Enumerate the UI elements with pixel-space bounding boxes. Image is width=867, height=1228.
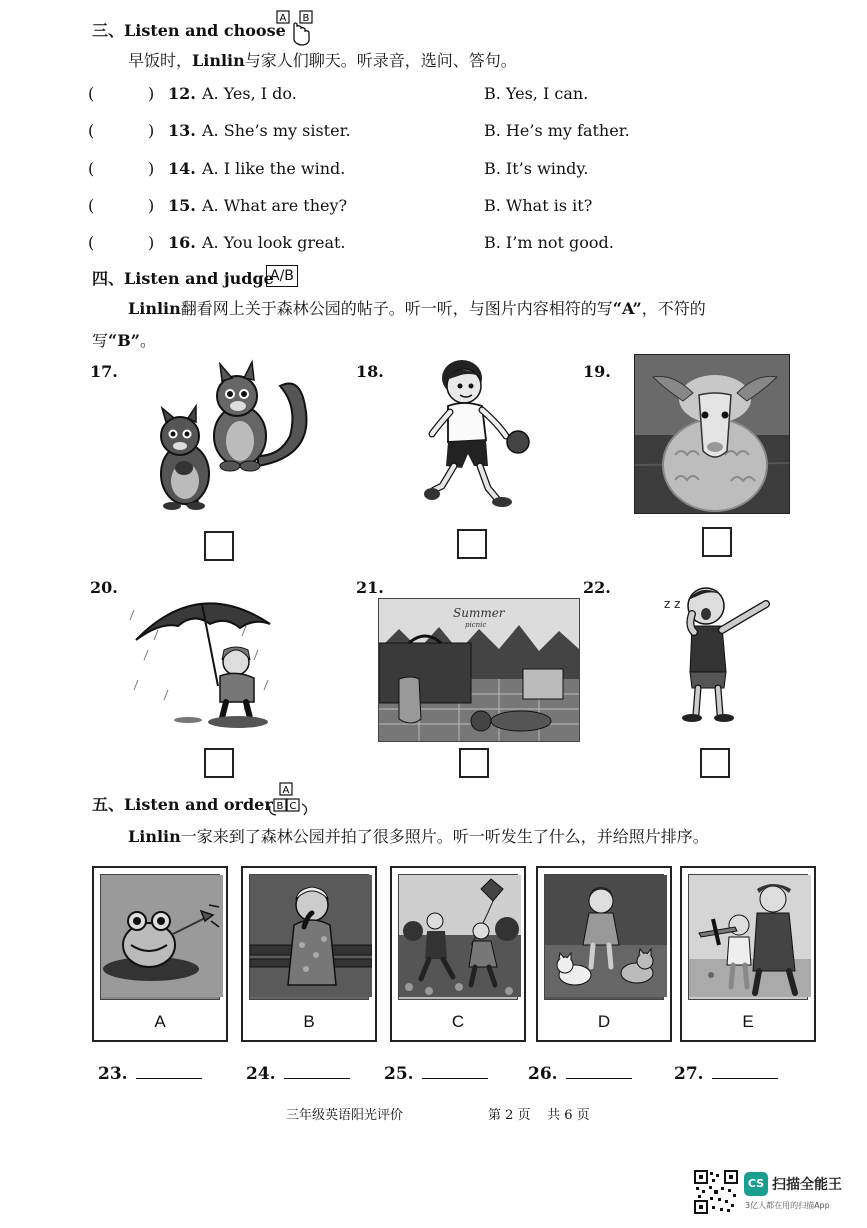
photo-a <box>92 866 228 1042</box>
answer-box-22[interactable] <box>700 748 730 778</box>
footer-text: 页 <box>576 1108 590 1123</box>
question-row-16 <box>88 233 788 257</box>
instruction-part: 一家来到了森林公园并拍了很多照片。听一听发生了什么，并给照片排序。 <box>180 827 709 846</box>
item-number: 18. <box>356 362 384 381</box>
click-choose-icon <box>276 10 316 46</box>
option-a: A. I like the wind. <box>202 159 346 178</box>
blank-number: 23. <box>98 1064 128 1084</box>
question-row-15 <box>88 196 788 220</box>
option-b: B. He’s my father. <box>484 121 630 140</box>
answer-box-17[interactable] <box>204 531 234 561</box>
order-blank-24 <box>246 1064 350 1084</box>
question-number: 14. <box>168 159 196 178</box>
order-blank-25 <box>384 1064 488 1084</box>
instruction-part: 。 <box>139 331 156 350</box>
item-number: 22. <box>583 578 611 597</box>
section3-prefix: 三、 <box>92 21 125 40</box>
order-blank-23 <box>98 1064 202 1084</box>
answer-paren-left: ( <box>88 196 95 215</box>
block-label-a: A <box>282 785 290 796</box>
answer-box-20[interactable] <box>204 748 234 778</box>
block-label-b: B <box>276 801 284 812</box>
photo-label: B <box>303 1012 315 1031</box>
grandma-bench-icon <box>250 875 372 997</box>
option-a: A. Yes, I do. <box>202 84 297 103</box>
blank-number: 26. <box>528 1064 558 1084</box>
option-b: B. It’s windy. <box>484 159 589 178</box>
blank-number: 24. <box>246 1064 276 1084</box>
section4-prefix: 四、 <box>92 269 125 288</box>
footer-text: 页 <box>517 1108 531 1123</box>
ab-badge: A/B <box>266 265 298 287</box>
photo-e <box>680 866 816 1042</box>
answer-box-21[interactable] <box>459 748 489 778</box>
girl-umbrella-rain-icon <box>128 590 276 730</box>
item-number: 20. <box>90 578 118 597</box>
item-number: 19. <box>583 362 611 381</box>
question-row-12 <box>88 84 788 108</box>
answer-line[interactable] <box>136 1064 202 1079</box>
option-b: B. I’m not good. <box>484 233 614 252</box>
frog-mosquito-icon <box>101 875 223 997</box>
footer-total-pages: 6 <box>564 1108 573 1123</box>
icon-label-a: A <box>279 13 287 24</box>
option-a: A. She’s my sister. <box>202 121 351 140</box>
order-blocks-icon <box>268 782 312 818</box>
answer-paren-right: ) <box>148 84 155 103</box>
footer-page-number: 2 <box>505 1108 514 1123</box>
order-blank-27 <box>674 1064 778 1084</box>
scanner-app-name: 扫描全能王 <box>772 1177 842 1193</box>
instruction-part: 早饭时， <box>128 51 193 70</box>
section4-title: Listen and judge <box>124 269 274 288</box>
footer-exam-name: 三年级英语阳光评价 <box>286 1108 404 1123</box>
answer-paren-right: ) <box>148 121 155 140</box>
footer-page <box>488 1104 590 1123</box>
section3-header <box>92 18 286 41</box>
picnic-caption-1: Summer <box>453 606 505 620</box>
instruction-name: Linlin <box>128 299 181 318</box>
question-number: 15. <box>168 196 196 215</box>
answer-line[interactable] <box>566 1064 632 1079</box>
option-a: A. You look great. <box>202 233 346 252</box>
squirrels-icon <box>140 356 316 516</box>
qr-code-icon <box>694 1170 738 1214</box>
answer-paren-right: ) <box>148 159 155 178</box>
answer-paren-left: ( <box>88 159 95 178</box>
kids-kite-icon <box>399 875 521 997</box>
blank-number: 27. <box>674 1064 704 1084</box>
answer-paren-right: ) <box>148 233 155 252</box>
instruction-part: 写 <box>92 331 109 350</box>
option-a: A. What are they? <box>202 196 348 215</box>
item-number: 17. <box>90 362 118 381</box>
answer-line[interactable] <box>284 1064 350 1079</box>
answer-paren-left: ( <box>88 84 95 103</box>
section5-instruction <box>128 824 709 847</box>
boy-yawning-icon <box>662 582 778 726</box>
section5-header <box>92 792 273 815</box>
question-number: 16. <box>168 233 196 252</box>
picnic-caption-2: picnic <box>465 621 487 629</box>
section4-instruction-line1 <box>128 296 706 319</box>
instruction-quote: “A” <box>612 299 642 318</box>
photo-label: E <box>742 1012 754 1031</box>
girl-cats-icon <box>545 875 667 997</box>
section4-header <box>92 266 274 289</box>
question-row-13 <box>88 121 788 145</box>
answer-paren-left: ( <box>88 233 95 252</box>
instruction-part: ，不符的 <box>641 299 706 318</box>
order-blank-26 <box>528 1064 632 1084</box>
section5-prefix: 五、 <box>92 795 125 814</box>
section5-title: Listen and order <box>124 795 273 814</box>
answer-box-19[interactable] <box>702 527 732 557</box>
photo-c <box>390 866 526 1042</box>
photo-label: D <box>597 1012 611 1031</box>
question-number: 13. <box>168 121 196 140</box>
instruction-name: Linlin <box>192 51 245 70</box>
answer-paren-right: ) <box>148 196 155 215</box>
grandpa-plane-icon <box>689 875 811 997</box>
answer-line[interactable] <box>422 1064 488 1079</box>
item-number: 21. <box>356 578 384 597</box>
answer-box-18[interactable] <box>457 529 487 559</box>
instruction-part: 翻看网上关于森林公园的帖子。听一听，与图片内容相符的写 <box>180 299 613 318</box>
section4-instruction-line2 <box>92 328 156 351</box>
footer-text: 共 <box>547 1108 561 1123</box>
instruction-name: Linlin <box>128 827 181 846</box>
camscanner-logo-icon: CS <box>744 1172 768 1196</box>
summer-picnic-icon <box>378 598 580 742</box>
instruction-part: 与家人们聊天。听录音，选问、答句。 <box>244 51 517 70</box>
answer-line[interactable] <box>712 1064 778 1079</box>
photo-b <box>241 866 377 1042</box>
section3-title: Listen and choose <box>124 21 286 40</box>
zzz-text: z z <box>664 597 681 611</box>
question-number: 12. <box>168 84 196 103</box>
instruction-quote: “B” <box>108 331 140 350</box>
footer-text: 第 <box>488 1108 502 1123</box>
block-label-c: C <box>289 801 297 812</box>
section3-instruction <box>128 48 517 71</box>
option-b: B. Yes, I can. <box>484 84 589 103</box>
sheep-icon <box>634 354 790 514</box>
blank-number: 25. <box>384 1064 414 1084</box>
photo-label: C <box>451 1012 465 1031</box>
answer-paren-left: ( <box>88 121 95 140</box>
scanner-tagline: 3亿人都在用的扫描App <box>745 1201 830 1210</box>
icon-label-b: B <box>302 13 310 24</box>
option-b: B. What is it? <box>484 196 593 215</box>
boy-running-ball-icon <box>418 354 534 510</box>
photo-d <box>536 866 672 1042</box>
photo-label: A <box>154 1012 166 1031</box>
question-row-14 <box>88 159 788 183</box>
